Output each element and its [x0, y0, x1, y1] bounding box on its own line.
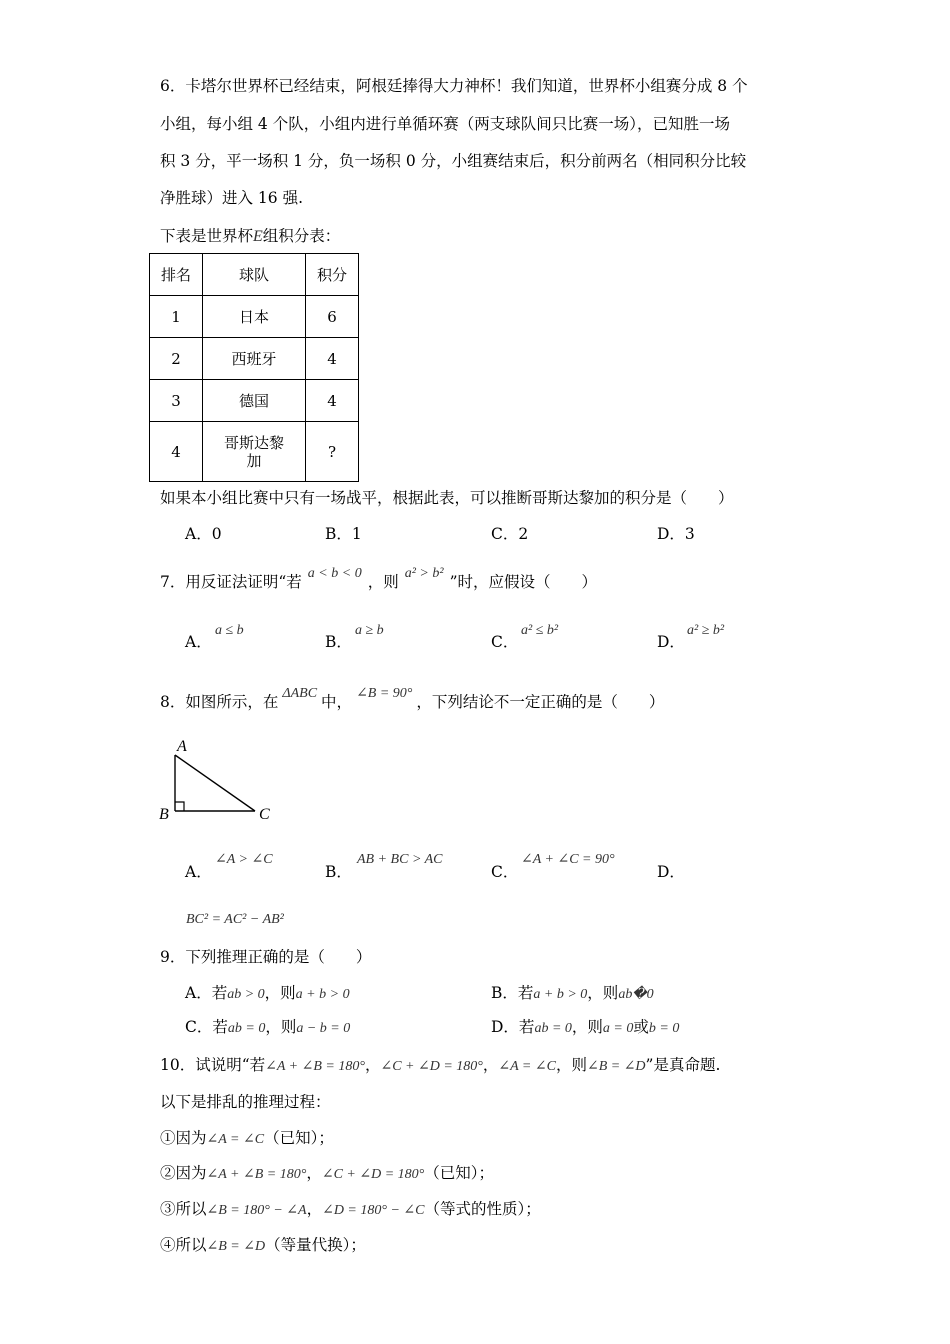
q10-s1-formula: ∠A = ∠C — [206, 1132, 265, 1147]
q8-triangle: ΔABC — [282, 686, 318, 701]
q10-step-3 — [160, 1199, 541, 1221]
table-header-cell: 球队 — [203, 254, 306, 296]
table-header-cell: 积分 — [306, 254, 359, 296]
q6-option-c: C．2 — [491, 525, 529, 543]
q6-table-intro-var: E — [253, 228, 263, 245]
q10-s3-sep: ， — [306, 1200, 323, 1218]
q8-mid: 中， — [321, 693, 353, 711]
q9-a-premise: ab > 0 — [227, 987, 265, 1002]
q10-s4-post: （等量代换）； — [265, 1236, 366, 1254]
table-cell: 4 — [150, 422, 203, 482]
q9-c-premise: ab = 0 — [227, 1021, 266, 1036]
q7-pre: 7．用反证法证明“若 — [160, 573, 302, 591]
q8-option-a-label: A． — [185, 863, 212, 881]
q9-stem: 9．下列推理正确的是（ ） — [160, 948, 372, 966]
q9-b-then: ，则 — [587, 984, 619, 1002]
vertex-label-c: C — [259, 806, 270, 823]
q6-line-3: 积 3 分，平一场积 1 分，负一场积 0 分，小组赛结束后，积分前两名（相同积分比较 — [160, 152, 747, 170]
q9-d-premise: ab = 0 — [534, 1021, 572, 1036]
q10-step-4 — [160, 1235, 366, 1257]
q9-d-conclusion-2: b = 0 — [648, 1021, 680, 1036]
q9-option-a — [185, 983, 350, 1005]
q7-mid: ，则 — [367, 573, 399, 591]
q6-table-intro-pre: 下表是世界杯 — [160, 227, 254, 245]
vertex-label-b: B — [159, 806, 169, 823]
q9-option-d — [491, 1017, 679, 1039]
q9-c-conclusion: a − b = 0 — [296, 1021, 351, 1036]
q10-s3-post: （等式的性质）； — [424, 1200, 541, 1218]
q10-s3-formula-1: ∠B = 180° − ∠A — [206, 1203, 307, 1218]
q7-option-d-label: D． — [657, 633, 685, 651]
q9-d-then: ，则 — [571, 1018, 603, 1036]
q8-option-d-formula: BC² = AC² − AB² — [186, 912, 284, 927]
q10-stem — [160, 1055, 720, 1077]
q6-option-b: B．1 — [325, 525, 362, 543]
q6-table-intro — [160, 226, 340, 247]
table-cell: 德国 — [203, 380, 306, 422]
q6-line-1: 6．卡塔尔世界杯已经结束，阿根廷捧得大力神杯！我们知道，世界杯小组赛分成 8 个 — [160, 77, 748, 95]
q10-intro: 以下是排乱的推理过程： — [160, 1093, 331, 1111]
q9-a-label: A．若 — [185, 984, 228, 1002]
q10-sep2: ， — [482, 1056, 499, 1074]
right-angle-mark — [175, 802, 184, 811]
q9-a-conclusion: a + b > 0 — [295, 987, 350, 1002]
q10-s2-pre: ②因为 — [160, 1164, 207, 1182]
q10-s1-pre: ①因为 — [160, 1129, 207, 1147]
q10-s3-pre: ③所以 — [160, 1200, 207, 1218]
table-cell: 哥斯达黎 加 — [203, 422, 306, 482]
table-header-row — [150, 254, 359, 296]
table-cell: 4 — [306, 380, 359, 422]
table-row — [150, 296, 359, 338]
q9-d-label: D．若 — [491, 1018, 535, 1036]
q7-option-c-formula: a² ≤ b² — [521, 623, 559, 638]
q10-s3-formula-2: ∠D = 180° − ∠C — [322, 1203, 425, 1218]
q6-option-d: D．3 — [657, 525, 695, 543]
q6-line-2: 小组，每小组 4 个队，小组内进行单循环赛（两支球队间只比赛一场），已知胜一场 — [160, 115, 730, 133]
table-cell: ? — [306, 422, 359, 482]
q9-option-b — [491, 983, 654, 1005]
q10-s2-formula-1: ∠A + ∠B = 180° — [206, 1167, 307, 1182]
q9-a-then: ，则 — [264, 984, 296, 1002]
q10-f2: ∠C + ∠D = 180° — [380, 1059, 483, 1074]
q8-option-a-formula: ∠A > ∠C — [215, 852, 273, 867]
q7-option-b-formula: a ≥ b — [355, 623, 384, 638]
q6-question: 如果本小组比赛中只有一场战平，根据此表，可以推断哥斯达黎加的积分是（ ） — [160, 489, 734, 507]
q6-line-4: 净胜球）进入 16 强. — [160, 189, 304, 207]
q8-option-c-label: C． — [491, 863, 519, 881]
q8-option-c-formula: ∠A + ∠C = 90° — [521, 852, 615, 867]
q9-c-then: ，则 — [265, 1018, 297, 1036]
q7-option-d-formula: a² ≥ b² — [687, 623, 725, 638]
q8-stem — [160, 686, 665, 714]
table-cell: 2 — [150, 338, 203, 380]
q8-angle: ∠B = 90° — [356, 686, 413, 701]
table-cell: 1 — [150, 296, 203, 338]
table-cell: 3 — [150, 380, 203, 422]
q7-option-c-label: C． — [491, 633, 519, 651]
q7-conclusion: a² > b² — [404, 566, 444, 581]
q10-post: ”是真命题. — [645, 1056, 721, 1074]
side-ac — [175, 755, 255, 811]
table-row — [150, 338, 359, 380]
q10-f3: ∠A = ∠C — [498, 1059, 556, 1074]
q7-condition: a < b < 0 — [307, 566, 362, 581]
q8-option-b-label: B． — [325, 863, 352, 881]
right-triangle-figure — [155, 735, 285, 827]
q7-option-a-formula: a ≤ b — [215, 623, 244, 638]
table-header-cell: 排名 — [150, 254, 203, 296]
q10-f4: ∠B = ∠D — [586, 1059, 646, 1074]
q9-c-label: C．若 — [185, 1018, 228, 1036]
q9-option-c — [185, 1017, 350, 1039]
q6-option-a: A．0 — [185, 525, 222, 543]
q8-option-b-formula: AB + BC > AC — [357, 852, 443, 867]
q9-b-conclusion: ab�0 — [618, 987, 654, 1002]
q10-s2-sep: ， — [306, 1164, 322, 1182]
q10-s2-formula-2: ∠C + ∠D = 180° — [321, 1167, 425, 1182]
table-cell: 4 — [306, 338, 359, 380]
table-cell: 6 — [306, 296, 359, 338]
q10-f1: ∠A + ∠B = 180° — [265, 1059, 365, 1074]
q10-sep1: ， — [364, 1056, 381, 1074]
q10-s2-post: （已知）； — [424, 1164, 495, 1182]
table-row — [150, 422, 359, 482]
q10-step-2 — [160, 1163, 494, 1185]
q10-pre: 10．试说明“若 — [160, 1056, 266, 1074]
q9-d-or: 或 — [633, 1018, 649, 1036]
q7-option-b-label: B． — [325, 633, 352, 651]
table-cell: 西班牙 — [203, 338, 306, 380]
q6-table-intro-post: 组积分表： — [262, 227, 341, 245]
q9-d-conclusion-1: a = 0 — [602, 1021, 634, 1036]
q10-step-1 — [160, 1128, 334, 1150]
q8-option-d-label: D． — [657, 863, 685, 881]
q8-pre: 8．如图所示，在 — [160, 693, 279, 711]
q7-stem — [160, 566, 597, 594]
table-row — [150, 380, 359, 422]
q7-post: ”时，应假设（ ） — [449, 573, 597, 591]
q8-post: ，下列结论不一定正确的是（ ） — [416, 693, 665, 711]
q9-b-premise: a + b > 0 — [533, 987, 588, 1002]
q7-option-a-label: A． — [185, 633, 212, 651]
vertex-label-a: A — [177, 738, 187, 755]
q9-b-label: B．若 — [491, 984, 534, 1002]
q10-s1-post: （已知）； — [264, 1129, 334, 1147]
table-cell: 日本 — [203, 296, 306, 338]
q10-then: ，则 — [555, 1056, 587, 1074]
q10-s4-formula: ∠B = ∠D — [206, 1239, 266, 1254]
q10-s4-pre: ④所以 — [160, 1236, 207, 1254]
score-table — [149, 253, 359, 482]
